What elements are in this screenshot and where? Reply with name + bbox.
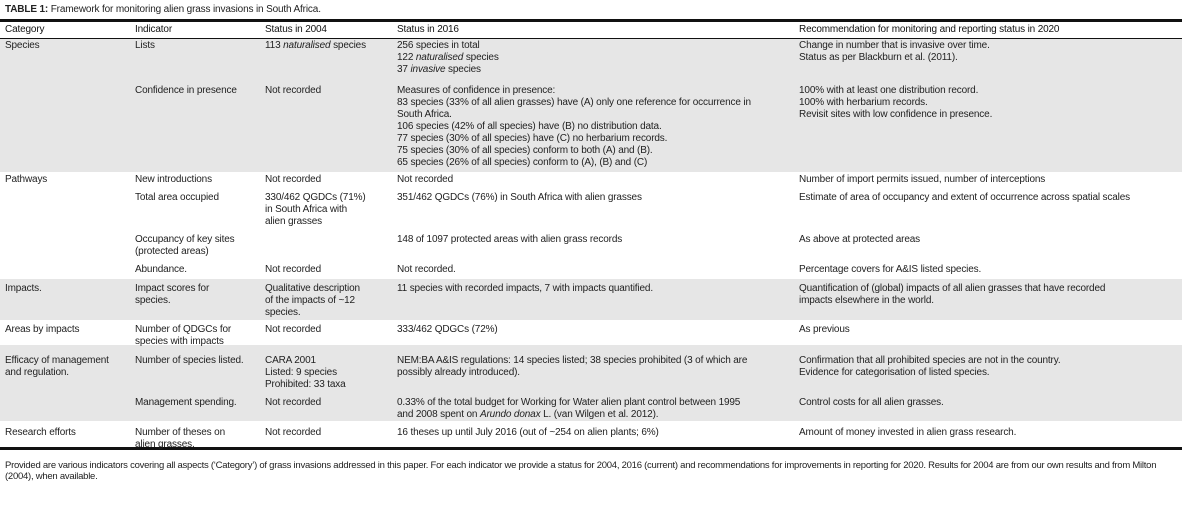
status-2016-cell [397,355,747,379]
text-line: 100% with at least one distribution record. [799,85,979,96]
status-2004-cell: Not recorded [265,174,322,185]
text-line: possibly already introduced). [397,367,520,378]
recommendation-cell: Amount of money invested in alien grass research. [799,427,1017,438]
recommendation-cell [799,355,1060,379]
indicator-cell: Number of species listed. [135,355,244,366]
text-line [397,52,499,64]
text-line: Occupancy of key sites [135,234,235,245]
status-2016-cell [397,397,740,421]
status-2016-cell: 333/462 QDGCs (72%) [397,324,498,335]
text-line: Impact scores for [135,283,210,294]
recommendation-cell: Percentage covers for A&IS listed species. [799,264,982,275]
text-line: of the impacts of ~12 [265,295,355,306]
header-rule [0,38,1182,39]
indicator-cell: Confidence in presence [135,85,237,96]
text-line: Number of theses on [135,427,225,438]
status-2004-cell: Not recorded [265,264,322,275]
text-line: CARA 2001 [265,355,316,366]
status-2016-cell: Not recorded. [397,264,456,275]
status-2016-cell [397,40,499,76]
category-cell: Pathways [5,174,48,185]
status-2016-cell: 16 theses up until July 2016 (out of ~254 on alien plants; 6%) [397,427,659,438]
italic-text: Arundo donax [479,409,541,420]
indicator-cell [135,324,231,348]
text-line: Measures of confidence in presence: [397,85,556,96]
text-line: 330/462 QGDCs (71%) [265,192,366,203]
text-line: alien grasses. [135,439,195,450]
recommendation-cell: Control costs for all alien grasses. [799,397,944,408]
text-line: (protected areas) [135,246,209,257]
status-2004-cell [265,192,366,228]
header-status-2016: Status in 2016 [397,24,459,35]
text-line [397,64,499,76]
text-line: South Africa. [397,109,452,120]
text: and 2008 spent on [397,409,478,420]
text-line: impacts elsewhere in the world. [799,295,934,306]
status-2004-cell: Not recorded [265,324,322,335]
indicator-cell [135,427,225,451]
text-line: species. [265,307,301,318]
text-line: species with impacts [135,336,224,347]
status-2016-cell: 351/462 QGDCs (76%) in South Africa with alien grasses [397,192,642,203]
indicator-cell: Abundance. [135,264,187,275]
text-line: 77 species (30% of all species) have (C) no herbarium records. [397,133,668,144]
text-line: Listed: 9 species [265,367,337,378]
recommendation-cell: As previous [799,324,850,335]
caption-text: Framework for monitoring alien grass invasions in South Africa. [50,4,321,15]
text: 113 [265,40,281,51]
indicator-cell: Total area occupied [135,192,219,203]
text-line: Prohibited: 33 taxa [265,379,346,390]
indicator-cell: Lists [135,40,155,51]
text: species [448,64,481,75]
italic-text: naturalised [415,52,464,63]
indicator-cell: Management spending. [135,397,237,408]
text: L. (van Wilgen et al. 2012). [543,409,659,420]
category-cell [5,355,109,379]
text-line: and regulation. [5,367,69,378]
table-footnote: Provided are various indicators covering all aspects (‘Category’) of grass invasions addressed in this paper. For each indicator we provide a status for 2004, 2016 (current) and recommendations for improvements in reporting for 2020. Results for 2004 are from our own results and from Milton (2004), when available. [5,460,1157,482]
status-2004-cell: Not recorded [265,85,322,96]
recommendation-cell [799,40,990,64]
text-line: Efficacy of management [5,355,109,366]
category-cell: Impacts. [5,283,42,294]
text-line: Qualitative description [265,283,360,294]
recommendation-cell [799,283,1105,307]
recommendation-cell: Estimate of area of occupancy and extent of occurrence across spatial scales [799,192,1131,203]
text-line: Quantification of (global) impacts of all alien grasses that have recorded [799,283,1106,294]
status-2016-cell: 148 of 1097 protected areas with alien grass records [397,234,623,245]
text-line: Change in number that is invasive over time. [799,40,990,51]
category-cell: Species [5,40,40,51]
text-line: Number of QDGCs for [135,324,232,335]
status-2004-cell [265,40,366,52]
text-line: 75 species (30% of all species) conform to both (A) and (B). [397,145,653,156]
text-line: 256 species in total [397,40,480,51]
text-line: Confirmation that all prohibited species are not in the country. [799,355,1061,366]
text-line: Revisit sites with low confidence in presence. [799,109,993,120]
text: 122 [397,52,414,63]
indicator-cell [135,234,235,258]
top-rule [0,19,1182,22]
text-line: 100% with herbarium records. [799,97,928,108]
text-line: 65 species (26% of all species) conform to (A), (B) and (C) [397,157,648,168]
text: species [465,52,499,63]
indicator-cell: New introductions [135,174,212,185]
status-2016-cell: Not recorded [397,174,454,185]
recommendation-cell: As above at protected areas [799,234,921,245]
header-category: Category [5,24,45,35]
text-line: alien grasses [265,216,322,227]
italic-text: naturalised [283,40,331,51]
text-line: 106 species (42% of all species) have (B) no distribution data. [397,121,662,132]
caption-label: TABLE 1: [5,4,49,15]
status-2004-cell [265,283,360,319]
text-line: 0.33% of the total budget for Working for Water alien plant control between 1995 [397,397,741,408]
status-2016-cell [397,85,751,169]
text-line: Status as per Blackburn et al. (2011). [799,52,958,63]
category-cell: Research efforts [5,427,76,438]
header-status-2004: Status in 2004 [265,24,327,35]
header-recommendation: Recommendation for monitoring and reporting status in 2020 [799,24,1060,35]
text-line: Evidence for categorisation of listed species. [799,367,990,378]
table-caption [5,4,321,16]
status-2004-cell: Not recorded [265,427,322,438]
text-line: species. [135,295,171,306]
text-line: 83 species (33% of all alien grasses) have (A) only one reference for occurrence in [397,97,751,108]
status-2004-cell [265,355,346,391]
category-cell: Areas by impacts [5,324,80,335]
indicator-cell [135,283,209,307]
text-line: in South Africa with [265,204,348,215]
status-2016-cell: 11 species with recorded impacts, 7 with impacts quantified. [397,283,653,294]
status-2004-cell: Not recorded [265,397,322,408]
text: species [333,40,366,51]
text: 37 [397,64,408,75]
italic-text: invasive [410,64,446,75]
text-line [397,409,740,421]
recommendation-cell: Number of import permits issued, number of interceptions [799,174,1046,185]
recommendation-cell [799,85,992,121]
header-indicator: Indicator [135,24,173,35]
text-line: NEM:BA A&IS regulations: 14 species listed; 38 species prohibited (3 of which are [397,355,748,366]
